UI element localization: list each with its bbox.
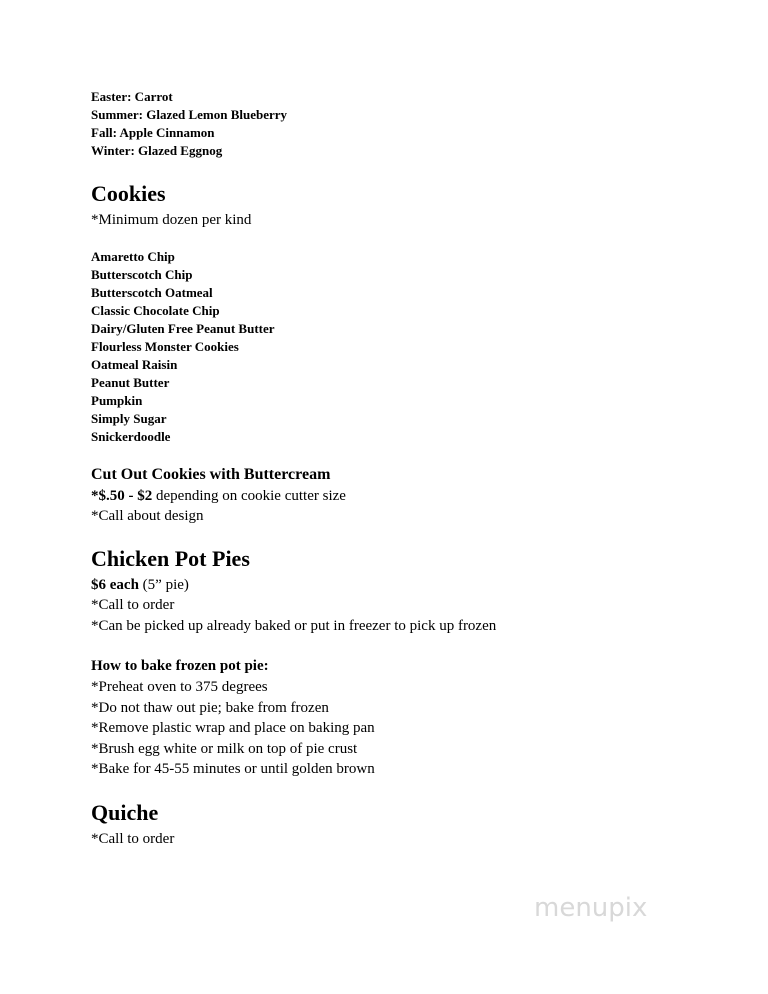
cutout-price-desc: depending on cookie cutter size — [152, 487, 346, 504]
list-item: Snickerdoodle — [91, 428, 171, 444]
pot-pie-note: *Can be picked up already baked or put in freezer to pick up frozen — [91, 617, 497, 634]
list-item: Summer: Glazed Lemon Blueberry — [91, 107, 288, 122]
cutout-price: *$.50 - $2 — [91, 487, 153, 504]
bake-step: *Do not thaw out pie; bake from frozen — [91, 699, 329, 716]
list-item: Fall: Apple Cinnamon — [91, 125, 215, 140]
bake-step: *Brush egg white or milk on top of pie crust — [91, 740, 358, 757]
quiche-heading: Quiche — [91, 799, 159, 825]
list-item: Amaretto Chip — [91, 248, 175, 264]
pot-pie-price-line — [91, 575, 731, 596]
menu-page — [91, 88, 731, 849]
list-item: Butterscotch Oatmeal — [91, 284, 213, 300]
pot-pie-size: (5” pie) — [138, 576, 189, 593]
menupix-watermark-logo: menupix — [534, 893, 648, 923]
cutout-cookies-heading: Cut Out Cookies with Buttercream — [91, 465, 331, 483]
list-item: Butterscotch Chip — [91, 266, 193, 282]
bake-step: *Remove plastic wrap and place on baking pan — [91, 720, 375, 736]
cookies-heading: Cookies — [91, 181, 166, 206]
list-item: Pumpkin — [91, 392, 143, 408]
bake-step: *Preheat oven to 375 degrees — [91, 679, 268, 695]
cutout-price-line — [91, 486, 731, 507]
how-to-bake-heading: How to bake frozen pot pie: — [91, 658, 269, 674]
list-item: Winter: Glazed Eggnog — [91, 143, 223, 158]
list-item: Flourless Monster Cookies — [91, 338, 239, 354]
list-item: Oatmeal Raisin — [91, 356, 178, 372]
list-item: Peanut Butter — [91, 374, 170, 390]
bake-step: *Bake for 45-55 minutes or until golden brown — [91, 761, 375, 777]
list-item: Dairy/Gluten Free Peanut Butter — [91, 320, 275, 336]
pot-pies-heading: Chicken Pot Pies — [91, 545, 250, 571]
pot-pie-note: *Call to order — [91, 597, 175, 613]
pot-pie-price: $6 each — [91, 576, 139, 593]
seasonal-flavors-list — [91, 88, 731, 160]
list-item: Easter: Carrot — [91, 89, 173, 104]
list-item: Classic Chocolate Chip — [91, 302, 220, 318]
list-item: Simply Sugar — [91, 410, 167, 426]
quiche-note: *Call to order — [91, 830, 175, 847]
cookies-note: *Minimum dozen per kind — [91, 212, 252, 228]
cookies-list — [91, 248, 731, 446]
cutout-note: *Call about design — [91, 508, 204, 524]
